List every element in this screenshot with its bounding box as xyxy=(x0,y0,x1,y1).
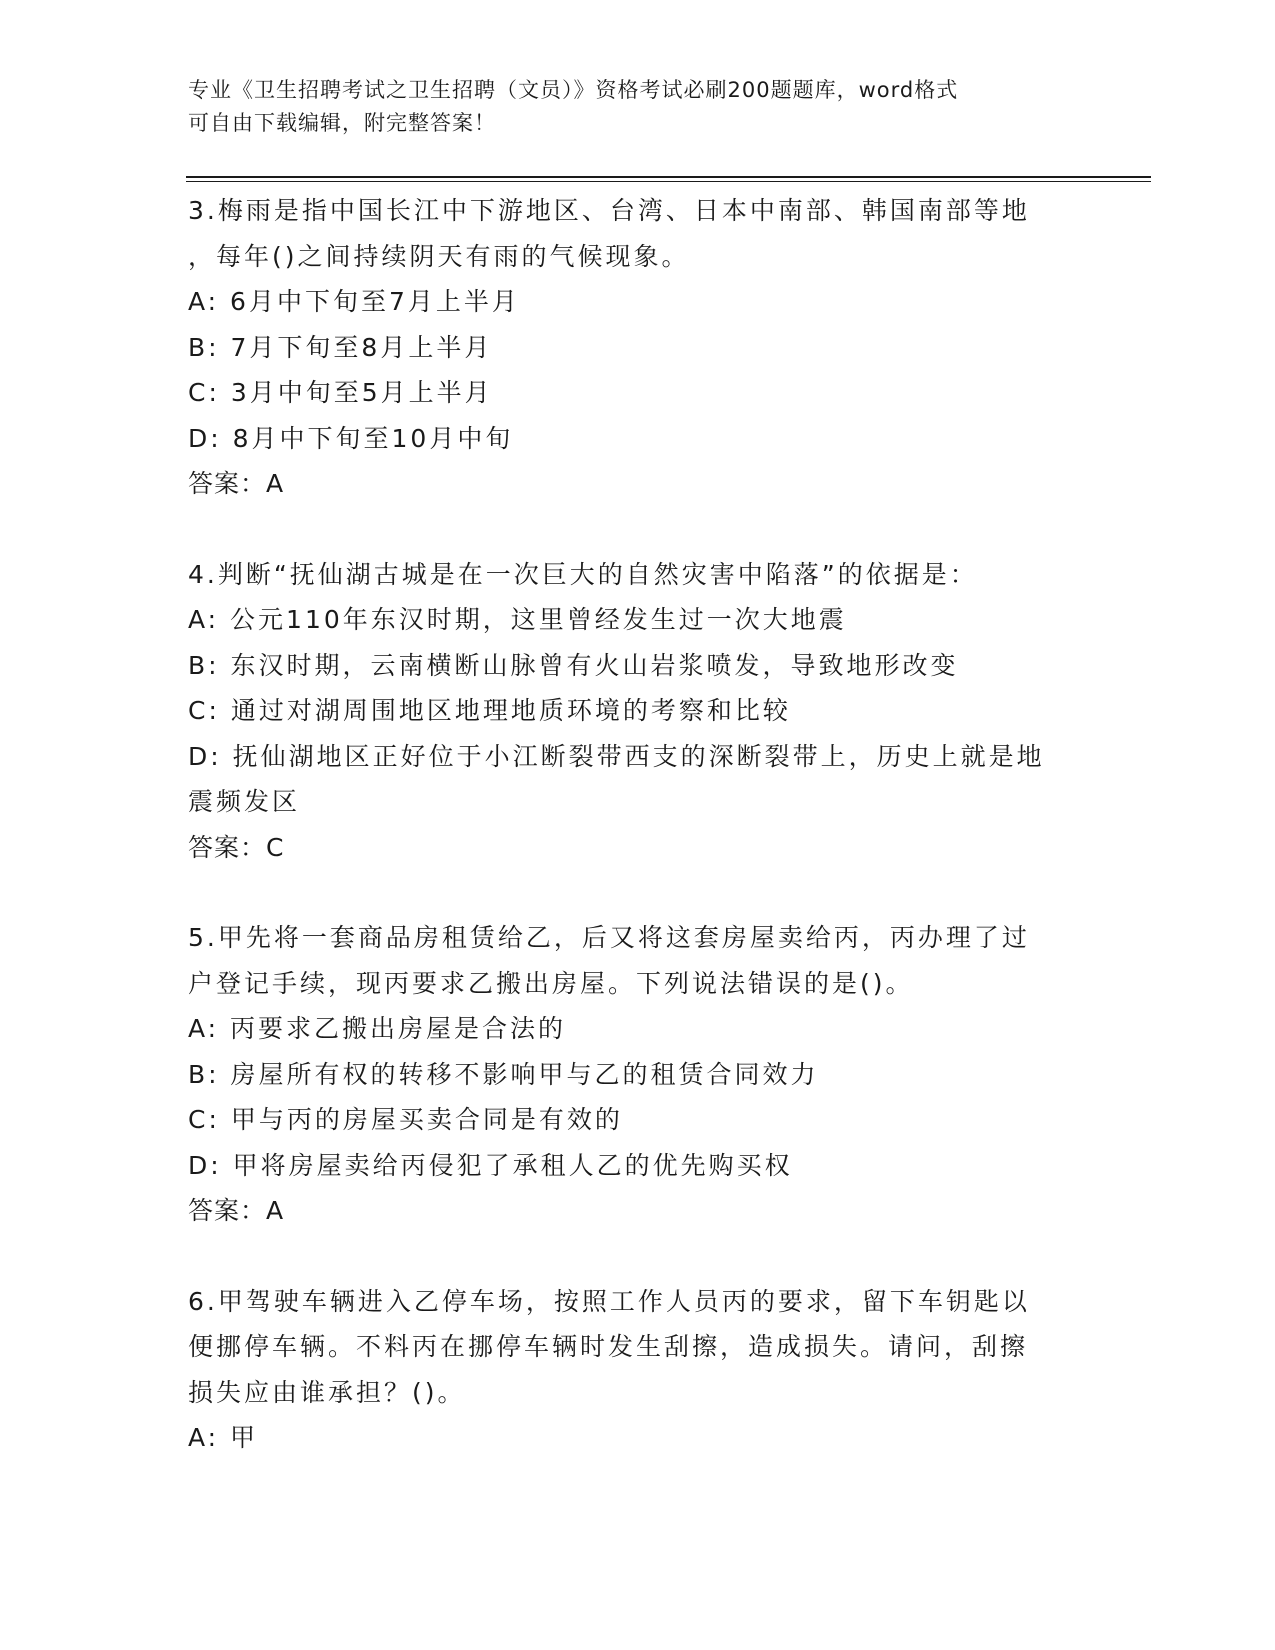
question-stem-line: 5.甲先将一套商品房租赁给乙，后又将这套房屋卖给丙，丙办理了过 xyxy=(188,923,1030,952)
document-header xyxy=(188,74,1088,140)
header-divider-thin xyxy=(186,181,1151,182)
option-c: C: 3月中旬至5月上半月 xyxy=(188,378,493,407)
answer-line: 答案：A xyxy=(188,1196,285,1225)
question-stem-line: 4.判断“抚仙湖古城是在一次巨大的自然灾害中陷落”的依据是： xyxy=(188,559,978,589)
question-stem-line: 3.梅雨是指中国长江中下游地区、台湾、日本中南部、韩国南部等地 xyxy=(188,196,1030,225)
option-a: A: 公元110年东汉时期，这里曾经发生过一次大地震 xyxy=(188,605,847,634)
option-d: D: 抚仙湖地区正好位于小江断裂带西支的深断裂带上，历史上就是地 xyxy=(188,741,1045,771)
question-stem-line: ，每年()之间持续阴天有雨的气候现象。 xyxy=(188,241,690,271)
option-a: A: 6月中下旬至7月上半月 xyxy=(188,287,520,316)
option-c: C: 甲与丙的房屋买卖合同是有效的 xyxy=(188,1105,623,1134)
option-a: A: 甲 xyxy=(188,1423,259,1452)
header-divider-thick xyxy=(186,176,1151,178)
option-d: D: 甲将房屋卖给丙侵犯了承租人乙的优先购买权 xyxy=(188,1150,793,1180)
answer-line: 答案：A xyxy=(188,469,285,498)
question-list xyxy=(188,188,1088,1506)
question-6 xyxy=(188,1279,1088,1461)
question-stem-line: 损失应由谁承担？()。 xyxy=(188,1377,466,1407)
question-3 xyxy=(188,188,1088,507)
option-c: C: 通过对湖周围地区地理地质环境的考察和比较 xyxy=(188,696,791,725)
question-stem-line: 6.甲驾驶车辆进入乙停车场，按照工作人员丙的要求，留下车钥匙以 xyxy=(188,1286,1030,1316)
question-stem-line: 便挪停车辆。不料丙在挪停车辆时发生刮擦，造成损失。请问，刮擦 xyxy=(188,1332,1029,1361)
question-stem-line: 户登记手续，现丙要求乙搬出房屋。下列说法错误的是()。 xyxy=(188,968,914,998)
question-5 xyxy=(188,915,1088,1234)
header-title-line-2: 可自由下载编辑，附完整答案！ xyxy=(188,111,496,135)
answer-line: 答案：C xyxy=(188,832,285,862)
option-b: B: 房屋所有权的转移不影响甲与乙的租赁合同效力 xyxy=(188,1059,819,1089)
option-a: A: 丙要求乙搬出房屋是合法的 xyxy=(188,1014,567,1043)
header-title-line-1: 专业《卫生招聘考试之卫生招聘（文员）》资格考试必刷200题题库，word格式 xyxy=(188,78,959,102)
option-d-continuation: 震频发区 xyxy=(188,787,301,816)
option-b: B: 东汉时期，云南横断山脉曾有火山岩浆喷发，导致地形改变 xyxy=(188,650,959,680)
option-b: B: 7月下旬至8月上半月 xyxy=(188,332,493,362)
option-d: D: 8月中下旬至10月中旬 xyxy=(188,423,514,453)
question-4 xyxy=(188,552,1088,871)
